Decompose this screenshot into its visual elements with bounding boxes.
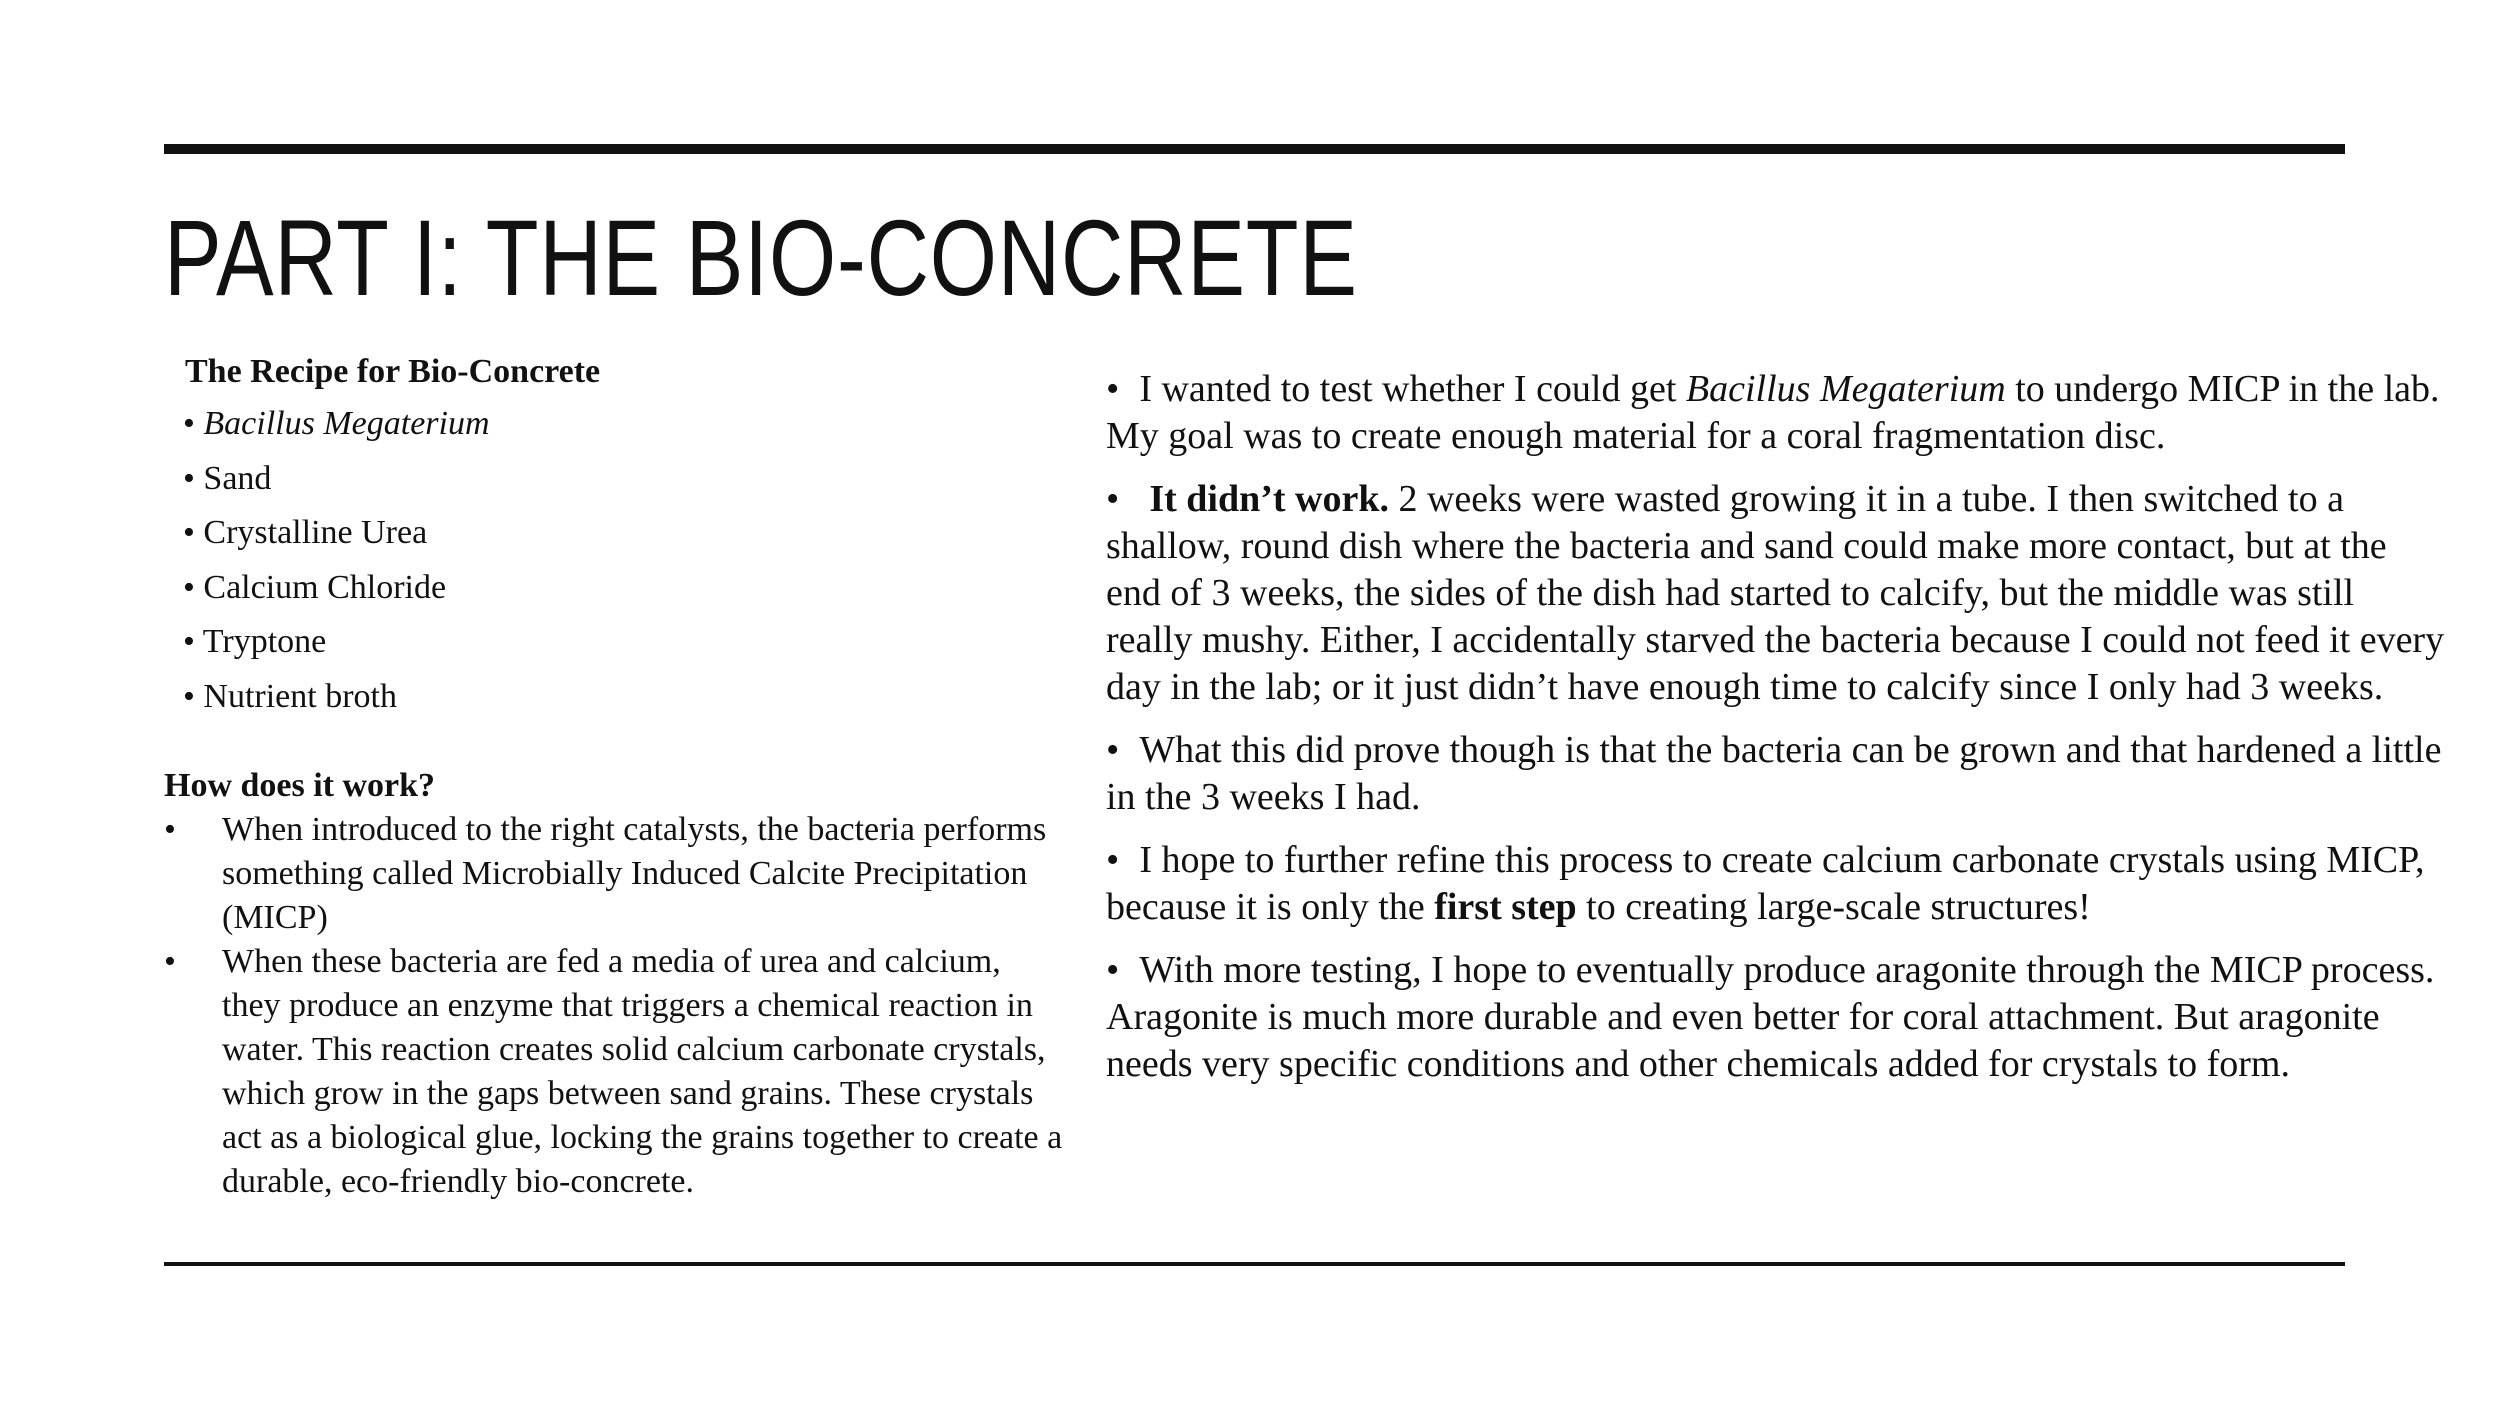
- finding-emphasis: first step: [1434, 886, 1577, 928]
- recipe-item: [183, 677, 490, 732]
- how-item-text: When introduced to the right catalysts, the bacteria performs something called Microbially Induced Calcite Precipitation (MICP): [222, 811, 1047, 936]
- bullet: •: [1106, 729, 1120, 771]
- finding-item: [1106, 366, 2446, 460]
- recipe-list: [183, 404, 490, 731]
- recipe-item-text: Nutrient broth: [203, 677, 397, 715]
- bullet: •: [1106, 949, 1120, 991]
- finding-text: With more testing, I hope to eventually produce aragonite through the MICP process. Aragonite is much more durable and even better for coral attachment. But aragonite needs very specific conditions and other chemicals added for crystals to form.: [1106, 949, 2435, 1085]
- finding-text: I hope to further refine this process to create calcium carbonate crystals using MICP, because it is only the: [1106, 839, 2425, 928]
- bottom-divider: [164, 1262, 2345, 1266]
- bullet: •: [183, 405, 195, 442]
- how-item-text: When these bacteria are fed a media of urea and calcium, they produce an enzyme that triggers a chemical reaction in water. This reaction creates solid calcium carbonate crystals, which grow in the gaps between sand grains. These crystals act as a biological glue, locking the grains together to create a durable, eco-friendly bio-concrete.: [222, 943, 1063, 1200]
- finding-item: [1106, 476, 2446, 711]
- how-heading: How does it work?: [164, 767, 436, 804]
- finding-emphasis: It didn’t work.: [1149, 478, 1389, 520]
- recipe-heading: The Recipe for Bio-Concrete: [185, 353, 601, 390]
- bullet: •: [183, 623, 195, 660]
- bullet: •: [183, 514, 195, 551]
- finding-text: 2 weeks were wasted growing it in a tube. I then switched to a shallow, round dish where the bacteria and sand could make more contact, but at the end of 3 weeks, the sides of the dish had started to calcify, but the middle was still really mushy. Either, I accidentally starved the bacteria because I could not feed it every day in the lab; or it just didn’t have enough time to calcify since I only had 3 weeks.: [1106, 478, 2445, 708]
- bullet: •: [183, 568, 195, 606]
- bullet: •: [183, 459, 195, 497]
- bullet: •: [164, 811, 176, 848]
- finding-text: I wanted to test whether I could get: [1139, 368, 1686, 410]
- top-divider: [164, 144, 2345, 154]
- recipe-item: [183, 459, 490, 514]
- finding-text: to creating large-scale structures!: [1576, 886, 2091, 928]
- how-item: [164, 808, 1064, 940]
- recipe-item-text: Crystalline Urea: [203, 514, 428, 551]
- recipe-item: [183, 622, 490, 677]
- bullet: •: [1106, 478, 1120, 520]
- recipe-item: [183, 568, 490, 623]
- finding-item: [1106, 727, 2446, 821]
- findings-list: [1106, 366, 2446, 1104]
- bullet: •: [1106, 839, 1120, 881]
- recipe-item: [183, 404, 490, 459]
- recipe-item-text: Sand: [203, 459, 272, 497]
- finding-text: to undergo MICP in the lab. My goal was to create enough material for a coral fragmentation disc.: [1106, 368, 2440, 457]
- recipe-item: [183, 513, 490, 568]
- recipe-item-text: Bacillus Megaterium: [203, 405, 490, 442]
- bullet: •: [183, 677, 195, 715]
- finding-item: [1106, 947, 2446, 1088]
- page-title: PART I: THE BIO-CONCRETE: [164, 197, 1358, 318]
- how-list: [164, 808, 1064, 1204]
- species-name: Bacillus Megaterium: [1685, 368, 2006, 410]
- finding-item: [1106, 837, 2446, 931]
- recipe-item-text: Calcium Chloride: [203, 568, 447, 606]
- bullet: •: [164, 943, 176, 980]
- how-item: [164, 940, 1064, 1204]
- finding-text: What this did prove though is that the bacteria can be grown and that hardened a little in the 3 weeks I had.: [1106, 729, 2442, 818]
- recipe-item-text: Tryptone: [202, 623, 327, 660]
- bullet: •: [1106, 368, 1120, 410]
